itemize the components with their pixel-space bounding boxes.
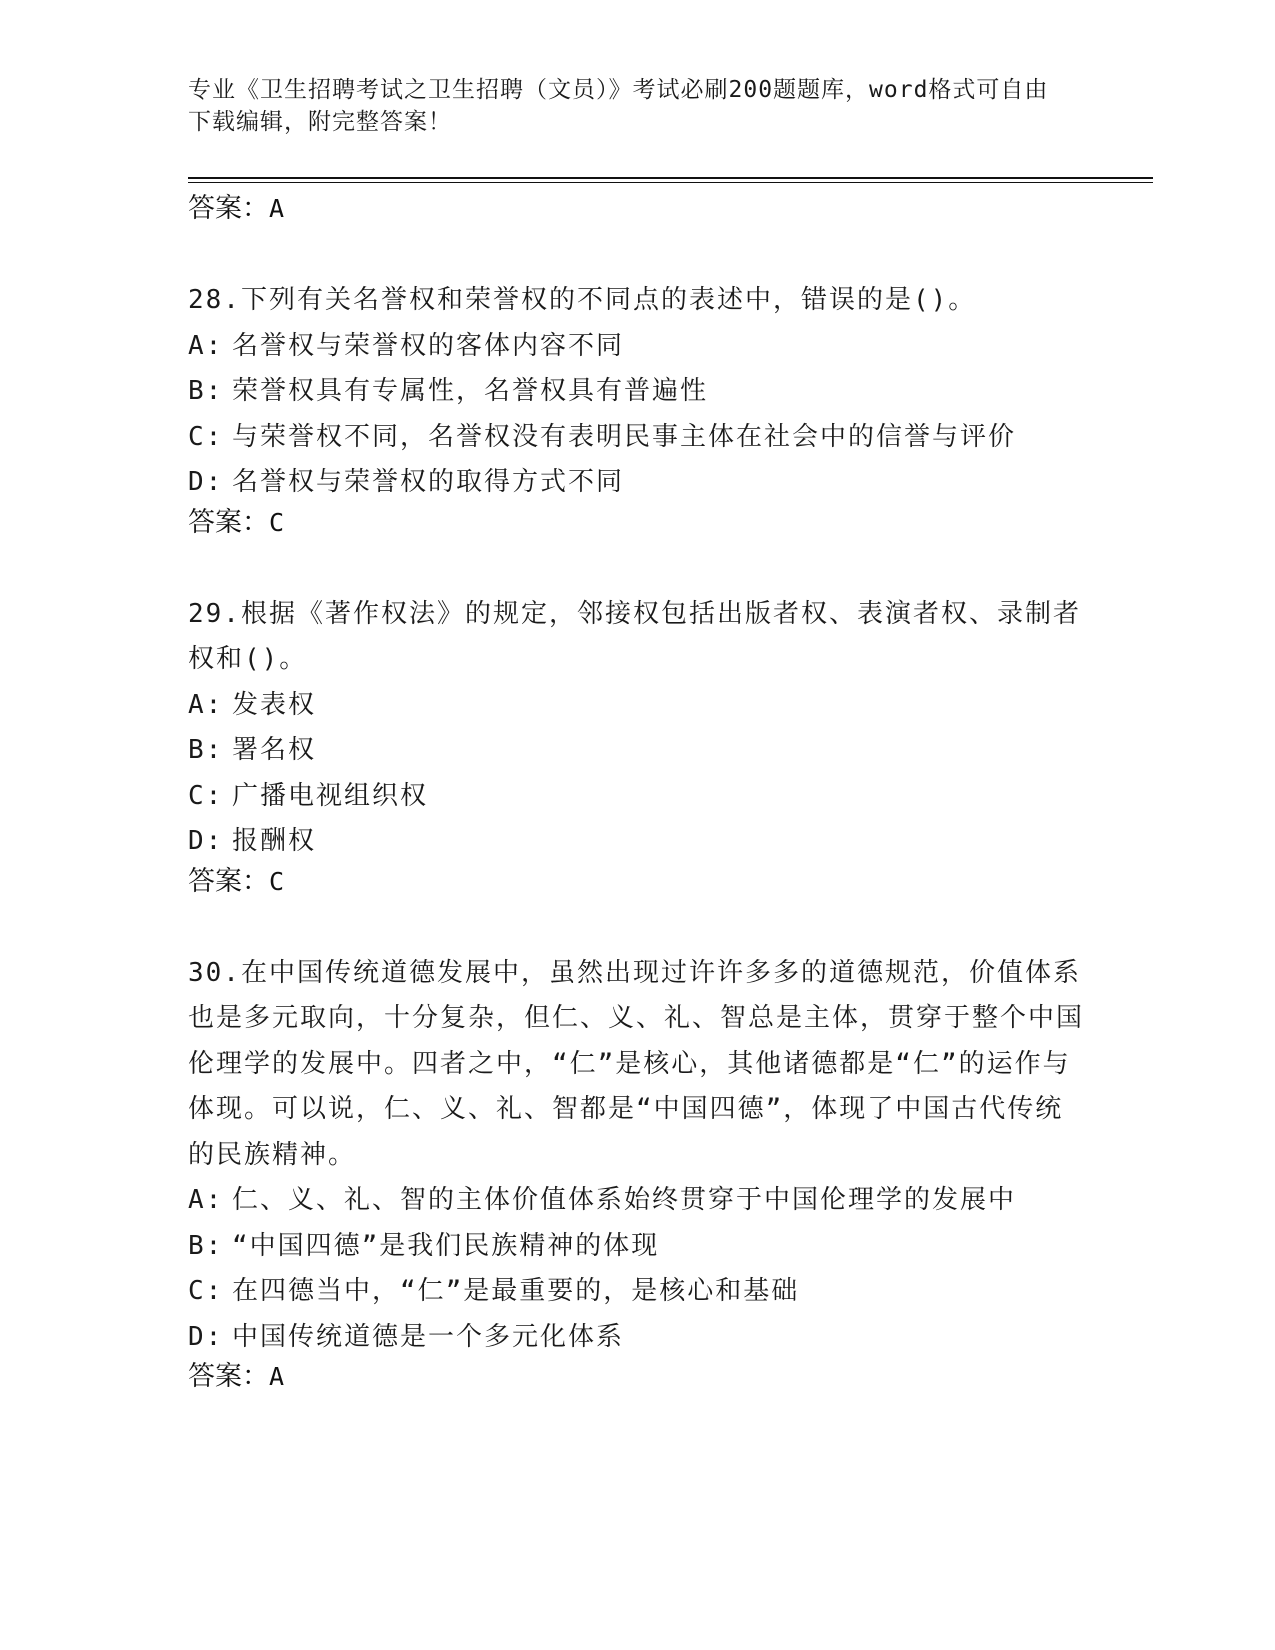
option-key: B:: [188, 376, 224, 406]
option-b: [188, 369, 1088, 415]
option-key: D:: [188, 826, 224, 856]
answer-value: A: [269, 194, 285, 223]
answer-line: [188, 506, 1088, 540]
answer-value: A: [269, 1362, 285, 1391]
option-a: [188, 324, 1088, 370]
question-stem: 28.下列有关名誉权和荣誉权的不同点的表述中，错误的是()。: [188, 285, 977, 315]
question-list: [188, 192, 1088, 1394]
option-c: [188, 1269, 1088, 1315]
option-text: 广播电视组织权: [232, 780, 429, 811]
question-29: [188, 592, 1088, 865]
question-30: [188, 951, 1088, 1361]
option-key: C:: [188, 780, 224, 811]
answer-label: 答案：: [188, 865, 269, 897]
header-rule-thick: [188, 177, 1153, 179]
option-d: [188, 460, 1088, 506]
option-key: A:: [188, 330, 224, 361]
option-d: [188, 819, 1088, 865]
option-text: 与荣誉权不同，名誉权没有表明民事主体在社会中的信誉与评价: [232, 421, 1017, 452]
answer-value: C: [269, 866, 285, 896]
option-text: 报酬权: [232, 826, 317, 856]
option-text: 中国传统道德是一个多元化体系: [232, 1321, 625, 1352]
question-28: [188, 278, 1088, 506]
option-a: [188, 1178, 1088, 1224]
option-key: B:: [188, 1230, 224, 1261]
option-text: 署名权: [232, 735, 317, 765]
option-b: [188, 1224, 1088, 1270]
option-key: C:: [188, 1276, 224, 1306]
answer-label: 答案：: [188, 1361, 269, 1392]
answer-line: [188, 192, 1088, 226]
question-stem: 29.根据《著作权法》的规定，邻接权包括出版者权、表演者权、录制者权和()。: [188, 598, 1081, 674]
option-key: B:: [188, 735, 224, 765]
option-a: [188, 683, 1088, 729]
option-c: [188, 774, 1088, 820]
answer-label: 答案：: [188, 506, 269, 538]
answer-label: 答案：: [188, 193, 269, 224]
option-key: D:: [188, 467, 224, 497]
answer-value: C: [269, 507, 285, 537]
question-stem: 30.在中国传统道德发展中，虽然出现过许许多多的道德规范，价值体系也是多元取向，十分复杂，但仁、义、礼、智总是主体，贯穿于整个中国伦理学的发展中。四者之中，“仁”是核心，其他诸德都是“仁”的运作与体现。可以说，仁、义、礼、智都是“中国四德”，体现了中国古代传统的民族精神。: [188, 957, 1085, 1170]
option-text: 名誉权与荣誉权的取得方式不同: [232, 467, 625, 497]
answer-line: [188, 1360, 1088, 1394]
option-key: A:: [188, 689, 224, 720]
answer-line: [188, 865, 1088, 899]
option-text: 发表权: [232, 689, 317, 720]
option-key: C:: [188, 421, 224, 452]
option-key: D:: [188, 1321, 224, 1352]
page-header: 专业《卫生招聘考试之卫生招聘（文员）》考试必刷200题题库，word格式可自由下载编辑，附完整答案！: [188, 77, 1049, 135]
option-text: 仁、义、礼、智的主体价值体系始终贯穿于中国伦理学的发展中: [232, 1185, 1017, 1215]
option-c: [188, 415, 1088, 461]
option-text: 荣誉权具有专属性，名誉权具有普遍性: [232, 376, 709, 406]
option-key: A:: [188, 1185, 224, 1215]
option-b: [188, 728, 1088, 774]
header-rule-thin: [188, 182, 1153, 183]
option-text: 名誉权与荣誉权的客体内容不同: [232, 330, 625, 361]
option-text: 在四德当中，“仁”是最重要的，是核心和基础: [232, 1276, 800, 1306]
option-d: [188, 1315, 1088, 1361]
option-text: “中国四德”是我们民族精神的体现: [232, 1230, 660, 1261]
